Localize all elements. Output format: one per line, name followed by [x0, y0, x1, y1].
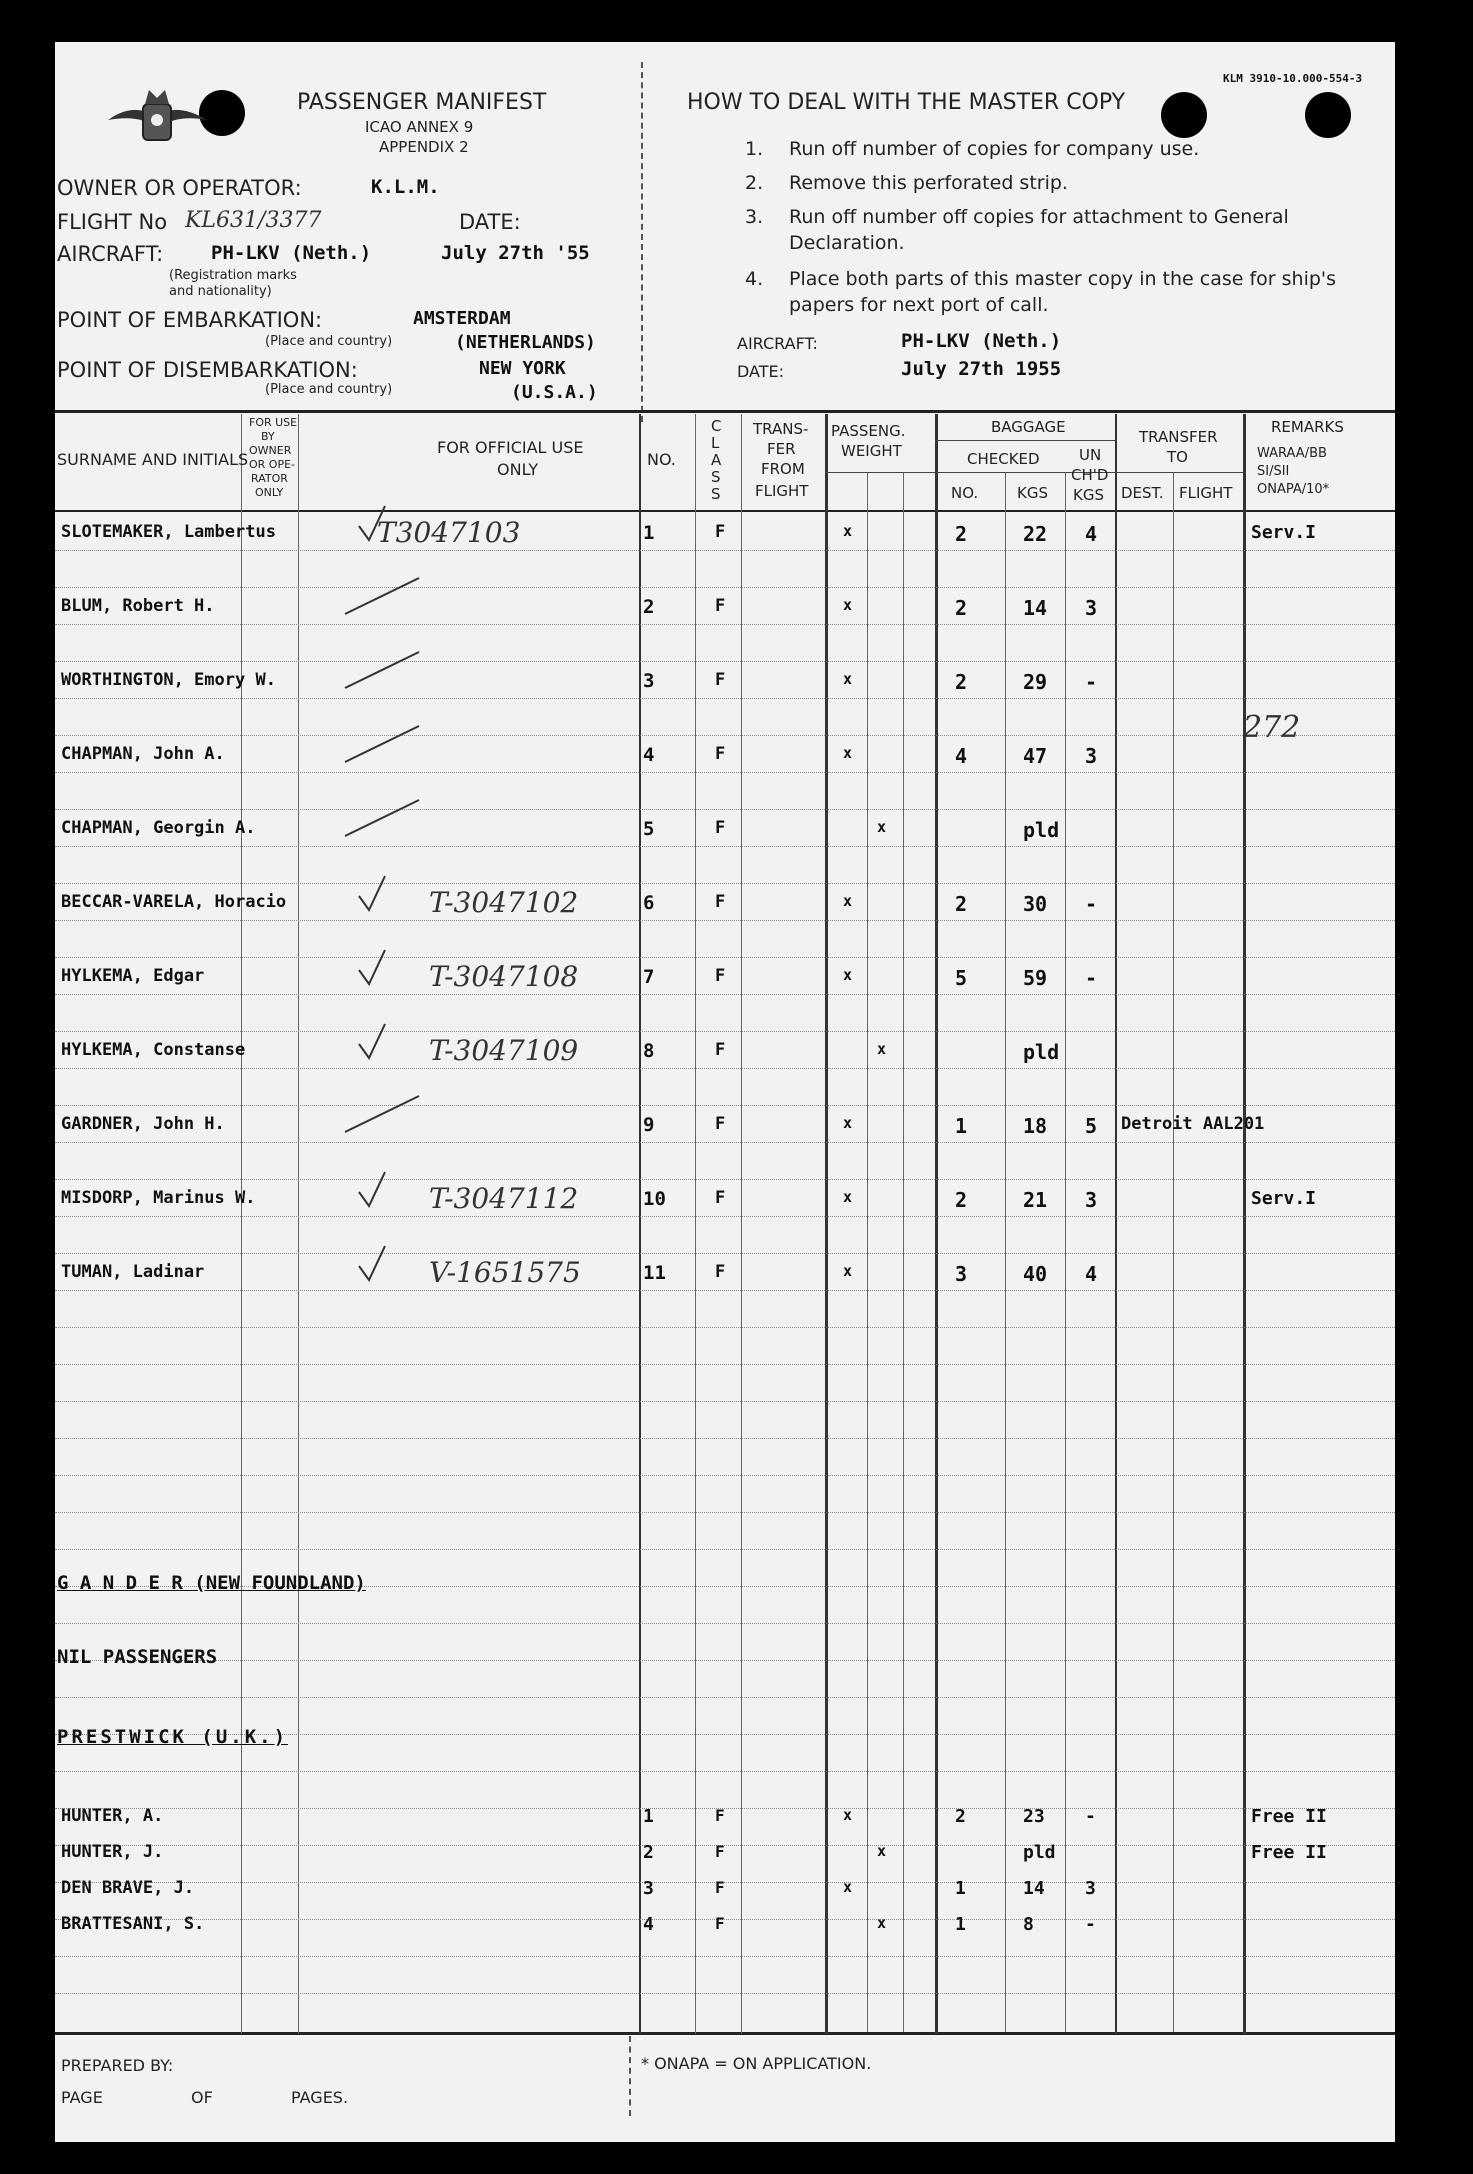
baggage-count: 2 — [955, 1806, 966, 1827]
col-owner-use-6: ONLY — [255, 486, 284, 499]
passenger-name: HYLKEMA, Constanse — [61, 1040, 246, 1060]
ruled-line — [55, 1105, 1395, 1106]
col-dest: DEST. — [1121, 484, 1164, 502]
of-label: OF — [191, 2088, 213, 2107]
weight-mark-1: x — [843, 1878, 853, 1896]
ruled-line — [55, 1031, 1395, 1032]
baggage-kgs: 40 — [1023, 1262, 1048, 1286]
date-value: July 27th '55 — [441, 242, 590, 264]
instruction-2: Remove this perforated strip. — [789, 172, 1068, 194]
ruled-line — [55, 1956, 1395, 1957]
nationality-note: and nationality) — [169, 284, 272, 299]
unchecked-kgs: 3 — [1085, 1188, 1098, 1212]
weight-mark-2: x — [877, 1914, 887, 1932]
embark-label: POINT OF EMBARKATION: — [57, 308, 323, 332]
instruction-1: Run off number of copies for company use. — [789, 138, 1200, 160]
baggage-count: 2 — [955, 1188, 968, 1212]
col-unchd-3: KGS — [1073, 486, 1104, 504]
instr-date-value: July 27th 1955 — [901, 358, 1062, 380]
weight-mark-1: x — [843, 522, 853, 540]
col-remarks-code-2: SI/SII — [1257, 464, 1290, 479]
passenger-class: F — [715, 1878, 725, 1897]
col-official-2: ONLY — [497, 460, 539, 479]
baggage-kgs: 30 — [1023, 892, 1048, 916]
instruction-num-1: 1. — [745, 138, 764, 160]
check-mark-icon — [339, 1162, 429, 1212]
check-mark-icon — [339, 1014, 429, 1064]
check-mark-icon — [339, 866, 429, 916]
baggage-kgs: 21 — [1023, 1188, 1048, 1212]
baggage-count: 5 — [955, 966, 968, 990]
weight-mark-1: x — [843, 670, 853, 688]
check-mark-icon — [339, 644, 429, 694]
unchecked-kgs: 3 — [1085, 1878, 1096, 1899]
unchecked-kgs: 5 — [1085, 1114, 1098, 1138]
unchecked-kgs: - — [1085, 966, 1098, 990]
ruled-line — [55, 1142, 1395, 1143]
baggage-count: 3 — [955, 1262, 968, 1286]
official-number: T3047103 — [377, 516, 521, 549]
baggage-kgs: 22 — [1023, 522, 1048, 546]
col-owner-use-4: OR OPE- — [249, 458, 296, 471]
page-label: PAGE — [61, 2088, 103, 2107]
baggage-rule — [935, 440, 1115, 441]
col-line — [867, 472, 868, 2032]
passenger-name: WORTHINGTON, Emory W. — [61, 670, 276, 690]
onapa-note: * ONAPA = ON APPLICATION. — [641, 2054, 872, 2073]
passenger-name: HUNTER, A. — [61, 1806, 164, 1826]
baggage-kgs: 59 — [1023, 966, 1048, 990]
col-owner-use-3: OWNER — [249, 444, 292, 457]
instruction-num-3: 3. — [745, 206, 764, 228]
passenger-name: GARDNER, John H. — [61, 1114, 225, 1134]
col-transfer-from-2: FER — [767, 440, 796, 458]
baggage-kgs: 8 — [1023, 1914, 1034, 1935]
table-bottom-rule — [55, 2032, 1395, 2035]
ruled-line — [55, 1993, 1395, 1994]
col-weight-2: WEIGHT — [841, 442, 902, 460]
weight-mark-1: x — [843, 892, 853, 910]
form-code: KLM 3910-10.000-554-3 — [1223, 72, 1363, 85]
col-unchd-2: CH'D — [1071, 466, 1109, 484]
passenger-no: 3 — [643, 670, 655, 692]
baggage-count: 1 — [955, 1914, 966, 1935]
flight-label: FLIGHT No — [57, 210, 168, 234]
col-no: NO. — [647, 450, 676, 469]
weight-mark-1: x — [843, 1262, 853, 1280]
instruction-num-4: 4. — [745, 268, 764, 290]
ruled-line — [55, 624, 1395, 625]
baggage-count: 2 — [955, 596, 968, 620]
weight-mark-2: x — [877, 1842, 887, 1860]
passenger-class: F — [715, 744, 726, 764]
embark-value: AMSTERDAM — [413, 308, 511, 329]
unchecked-kgs: - — [1085, 670, 1098, 694]
ruled-line — [55, 587, 1395, 588]
ruled-line — [55, 1290, 1395, 1291]
ruled-line — [55, 1364, 1395, 1365]
disembark-value: NEW YORK — [479, 358, 566, 379]
passenger-class: F — [715, 1188, 726, 1208]
ruled-line — [55, 1253, 1395, 1254]
col-line — [1065, 472, 1066, 2032]
unchecked-kgs: - — [1085, 1806, 1096, 1827]
ruled-line — [55, 1401, 1395, 1402]
passenger-name: SLOTEMAKER, Lambertus — [61, 522, 276, 542]
weight-mark-1: x — [843, 1806, 853, 1824]
official-number: T-3047102 — [429, 886, 579, 919]
manifest-title: PASSENGER MANIFEST — [297, 90, 547, 115]
baggage-kgs: pld — [1023, 818, 1060, 842]
disembark-label: POINT OF DISEMBARKATION: — [57, 358, 358, 382]
baggage-kgs: 47 — [1023, 744, 1048, 768]
passenger-class: F — [715, 596, 726, 616]
baggage-count: 2 — [955, 522, 968, 546]
col-line — [1005, 472, 1006, 2032]
passenger-no: 3 — [643, 1878, 654, 1899]
col-unchd-1: UN — [1079, 446, 1102, 464]
passenger-no: 4 — [643, 744, 655, 766]
transfer-rule — [1115, 472, 1243, 473]
remarks: Free II — [1251, 1806, 1327, 1827]
col-bag-no: NO. — [951, 484, 979, 502]
col-transfer-to-2: TO — [1167, 448, 1188, 466]
ruled-line — [55, 1623, 1395, 1624]
manifest-sheet — [55, 42, 1395, 2142]
col-line — [741, 414, 742, 2034]
instruction-4-line2: papers for next port of call. — [789, 294, 1049, 316]
ruled-line — [55, 1438, 1395, 1439]
passenger-class: F — [715, 1914, 725, 1933]
flight-value: KL631/3377 — [185, 208, 322, 233]
check-mark-icon — [339, 570, 429, 620]
handwritten-note: 272 — [1243, 710, 1301, 745]
col-remarks-code-1: WARAA/BB — [1257, 446, 1327, 461]
passenger-class: F — [715, 1040, 726, 1060]
passenger-name: CHAPMAN, Georgin A. — [61, 818, 256, 838]
weight-mark-2: x — [877, 1040, 887, 1058]
ruled-line — [55, 846, 1395, 847]
passenger-class: F — [715, 818, 726, 838]
table-header-rule — [55, 510, 1395, 512]
weight-rule — [825, 472, 935, 473]
weight-mark-2: x — [877, 818, 887, 836]
ruled-line — [55, 883, 1395, 884]
unchecked-kgs: - — [1085, 1914, 1096, 1935]
col-transfer-from-1: TRANS- — [753, 420, 809, 438]
instr-aircraft-label: AIRCRAFT: — [737, 334, 818, 353]
instruction-3-line1: Run off number off copies for attachment to General — [789, 206, 1289, 228]
passenger-no: 2 — [643, 1842, 654, 1863]
passenger-class: F — [715, 1842, 725, 1861]
klm-crown-logo — [103, 82, 213, 152]
gander-heading: G A N D E R (NEW FOUNDLAND) — [57, 1572, 366, 1594]
ruled-line — [55, 1845, 1395, 1846]
punch-hole — [1305, 92, 1351, 138]
baggage-kgs: 14 — [1023, 596, 1048, 620]
remarks: Serv.I — [1251, 1188, 1317, 1209]
official-number: T-3047109 — [429, 1034, 579, 1067]
transfer-dest: Detroit AAL201 — [1121, 1114, 1265, 1134]
prestwick-heading: PRESTWICK (U.K.) — [57, 1726, 289, 1748]
passenger-no: 7 — [643, 966, 655, 988]
ruled-line — [55, 550, 1395, 551]
instr-date-label: DATE: — [737, 362, 785, 381]
col-remarks-code-3: ONAPA/10* — [1257, 482, 1330, 497]
ruled-line — [55, 1660, 1395, 1661]
table-top-rule — [55, 410, 1395, 413]
ruled-line — [55, 1327, 1395, 1328]
passenger-name: DEN BRAVE, J. — [61, 1878, 195, 1898]
col-owner-use-5: RATOR — [251, 472, 288, 485]
col-class: CLASS — [711, 417, 722, 503]
col-owner-use-1: FOR USE — [249, 416, 298, 429]
check-mark-icon — [339, 940, 429, 990]
unchecked-kgs: - — [1085, 892, 1098, 916]
col-line — [1115, 414, 1117, 2034]
date-label: DATE: — [459, 210, 521, 234]
baggage-count: 2 — [955, 892, 968, 916]
footer-perforation — [629, 2036, 631, 2116]
icao-annex: ICAO ANNEX 9 — [365, 118, 474, 136]
col-official-1: FOR OFFICIAL USE — [437, 438, 584, 457]
passenger-class: F — [715, 670, 726, 690]
instruction-num-2: 2. — [745, 172, 764, 194]
pages-label: PAGES. — [291, 2088, 349, 2107]
ruled-line — [55, 1808, 1395, 1809]
col-weight-1: PASSENG. — [831, 422, 906, 440]
embark-place-note: (Place and country) — [265, 334, 393, 349]
passenger-no: 4 — [643, 1914, 654, 1935]
ruled-line — [55, 1216, 1395, 1217]
ruled-line — [55, 1179, 1395, 1180]
passenger-class: F — [715, 966, 726, 986]
passenger-class: F — [715, 892, 726, 912]
instruction-4-line1: Place both parts of this master copy in the case for ship's — [789, 268, 1337, 290]
col-surname: SURNAME AND INITIALS — [57, 450, 249, 469]
ruled-line — [55, 735, 1395, 736]
passenger-class: F — [715, 1262, 726, 1282]
nil-passengers: NIL PASSENGERS — [57, 1646, 218, 1668]
aircraft-label: AIRCRAFT: — [57, 242, 164, 266]
ruled-line — [55, 661, 1395, 662]
instruction-3-line2: Declaration. — [789, 232, 905, 254]
col-line — [298, 414, 299, 2034]
remarks: Free II — [1251, 1842, 1327, 1863]
passenger-no: 6 — [643, 892, 655, 914]
weight-mark-1: x — [843, 966, 853, 984]
official-number: V-1651575 — [429, 1256, 581, 1289]
unchecked-kgs: 3 — [1085, 596, 1098, 620]
ruled-line — [55, 994, 1395, 995]
passenger-no: 1 — [643, 522, 655, 544]
ruled-line — [55, 1549, 1395, 1550]
col-owner-use-2: BY — [261, 430, 275, 443]
instr-aircraft-value: PH-LKV (Neth.) — [901, 330, 1062, 352]
baggage-kgs: 23 — [1023, 1806, 1045, 1827]
disembark-country: (U.S.A.) — [511, 382, 598, 403]
unchecked-kgs: 3 — [1085, 744, 1098, 768]
col-kgs: KGS — [1017, 484, 1048, 502]
col-baggage: BAGGAGE — [991, 418, 1066, 436]
col-transfer-from-4: FLIGHT — [755, 482, 809, 500]
passenger-no: 2 — [643, 596, 655, 618]
passenger-no: 5 — [643, 818, 655, 840]
ruled-line — [55, 920, 1395, 921]
passenger-name: MISDORP, Marinus W. — [61, 1188, 256, 1208]
perforation-line — [641, 62, 643, 422]
ruled-line — [55, 1475, 1395, 1476]
owner-value: K.L.M. — [371, 176, 440, 198]
col-line — [695, 414, 696, 2034]
col-transfer-from-3: FROM — [761, 460, 805, 478]
baggage-count: 4 — [955, 744, 968, 768]
passenger-name: TUMAN, Ladinar — [61, 1262, 205, 1282]
baggage-kgs: 14 — [1023, 1878, 1045, 1899]
passenger-name: BECCAR-VARELA, Horacio — [61, 892, 287, 912]
aircraft-value: PH-LKV (Neth.) — [211, 242, 372, 264]
ruled-line — [55, 957, 1395, 958]
weight-mark-1: x — [843, 744, 853, 762]
ruled-line — [55, 1512, 1395, 1513]
remarks: Serv.I — [1251, 522, 1317, 543]
official-number: T-3047112 — [429, 1182, 579, 1215]
col-line — [241, 414, 242, 2034]
ruled-line — [55, 698, 1395, 699]
baggage-kgs: pld — [1023, 1040, 1060, 1064]
baggage-count: 1 — [955, 1878, 966, 1899]
ruled-line — [55, 1771, 1395, 1772]
col-line — [935, 414, 938, 2034]
col-line — [1243, 414, 1246, 2034]
ruled-line — [55, 1882, 1395, 1883]
check-mark-icon — [339, 792, 429, 842]
baggage-kgs: 18 — [1023, 1114, 1048, 1138]
ruled-line — [55, 772, 1395, 773]
passenger-name: CHAPMAN, John A. — [61, 744, 225, 764]
weight-mark-1: x — [843, 1114, 853, 1132]
col-checked: CHECKED — [967, 450, 1040, 468]
col-line — [825, 414, 828, 2034]
passenger-class: F — [715, 1114, 726, 1134]
weight-mark-1: x — [843, 596, 853, 614]
ruled-line — [55, 1068, 1395, 1069]
baggage-kgs: pld — [1023, 1842, 1056, 1863]
embark-country: (NETHERLANDS) — [455, 332, 596, 353]
appendix-label: APPENDIX 2 — [379, 138, 469, 156]
col-flight: FLIGHT — [1179, 484, 1233, 502]
passenger-no: 11 — [643, 1262, 666, 1284]
passenger-no: 10 — [643, 1188, 666, 1210]
unchecked-kgs: 4 — [1085, 1262, 1098, 1286]
baggage-count: 2 — [955, 670, 968, 694]
passenger-name: HUNTER, J. — [61, 1842, 164, 1862]
passenger-no: 1 — [643, 1806, 654, 1827]
col-line — [639, 414, 641, 2034]
passenger-name: BLUM, Robert H. — [61, 596, 215, 616]
ruled-line — [55, 809, 1395, 810]
registration-note: (Registration marks — [169, 268, 297, 283]
check-mark-icon — [339, 496, 429, 546]
check-mark-icon — [339, 718, 429, 768]
check-mark-icon — [339, 1088, 429, 1138]
check-mark-icon — [339, 1236, 429, 1286]
passenger-name: BRATTESANI, S. — [61, 1914, 205, 1934]
ruled-line — [55, 1697, 1395, 1698]
unchecked-kgs: 4 — [1085, 522, 1098, 546]
passenger-name: HYLKEMA, Edgar — [61, 966, 205, 986]
col-remarks: REMARKS — [1271, 418, 1344, 436]
baggage-count: 1 — [955, 1114, 968, 1138]
prepared-by-label: PREPARED BY: — [61, 2056, 174, 2075]
weight-mark-1: x — [843, 1188, 853, 1206]
passenger-class: F — [715, 1806, 725, 1825]
disembark-place-note: (Place and country) — [265, 382, 393, 397]
col-line — [903, 472, 904, 2032]
passenger-no: 8 — [643, 1040, 655, 1062]
official-number: T-3047108 — [429, 960, 579, 993]
baggage-kgs: 29 — [1023, 670, 1048, 694]
col-transfer-to-1: TRANSFER — [1139, 428, 1218, 446]
instructions-title: HOW TO DEAL WITH THE MASTER COPY — [687, 90, 1126, 115]
punch-hole — [1161, 92, 1207, 138]
ruled-line — [55, 1919, 1395, 1920]
passenger-no: 9 — [643, 1114, 655, 1136]
col-line — [1173, 472, 1174, 2032]
owner-label: OWNER OR OPERATOR: — [57, 176, 302, 200]
passenger-class: F — [715, 522, 726, 542]
